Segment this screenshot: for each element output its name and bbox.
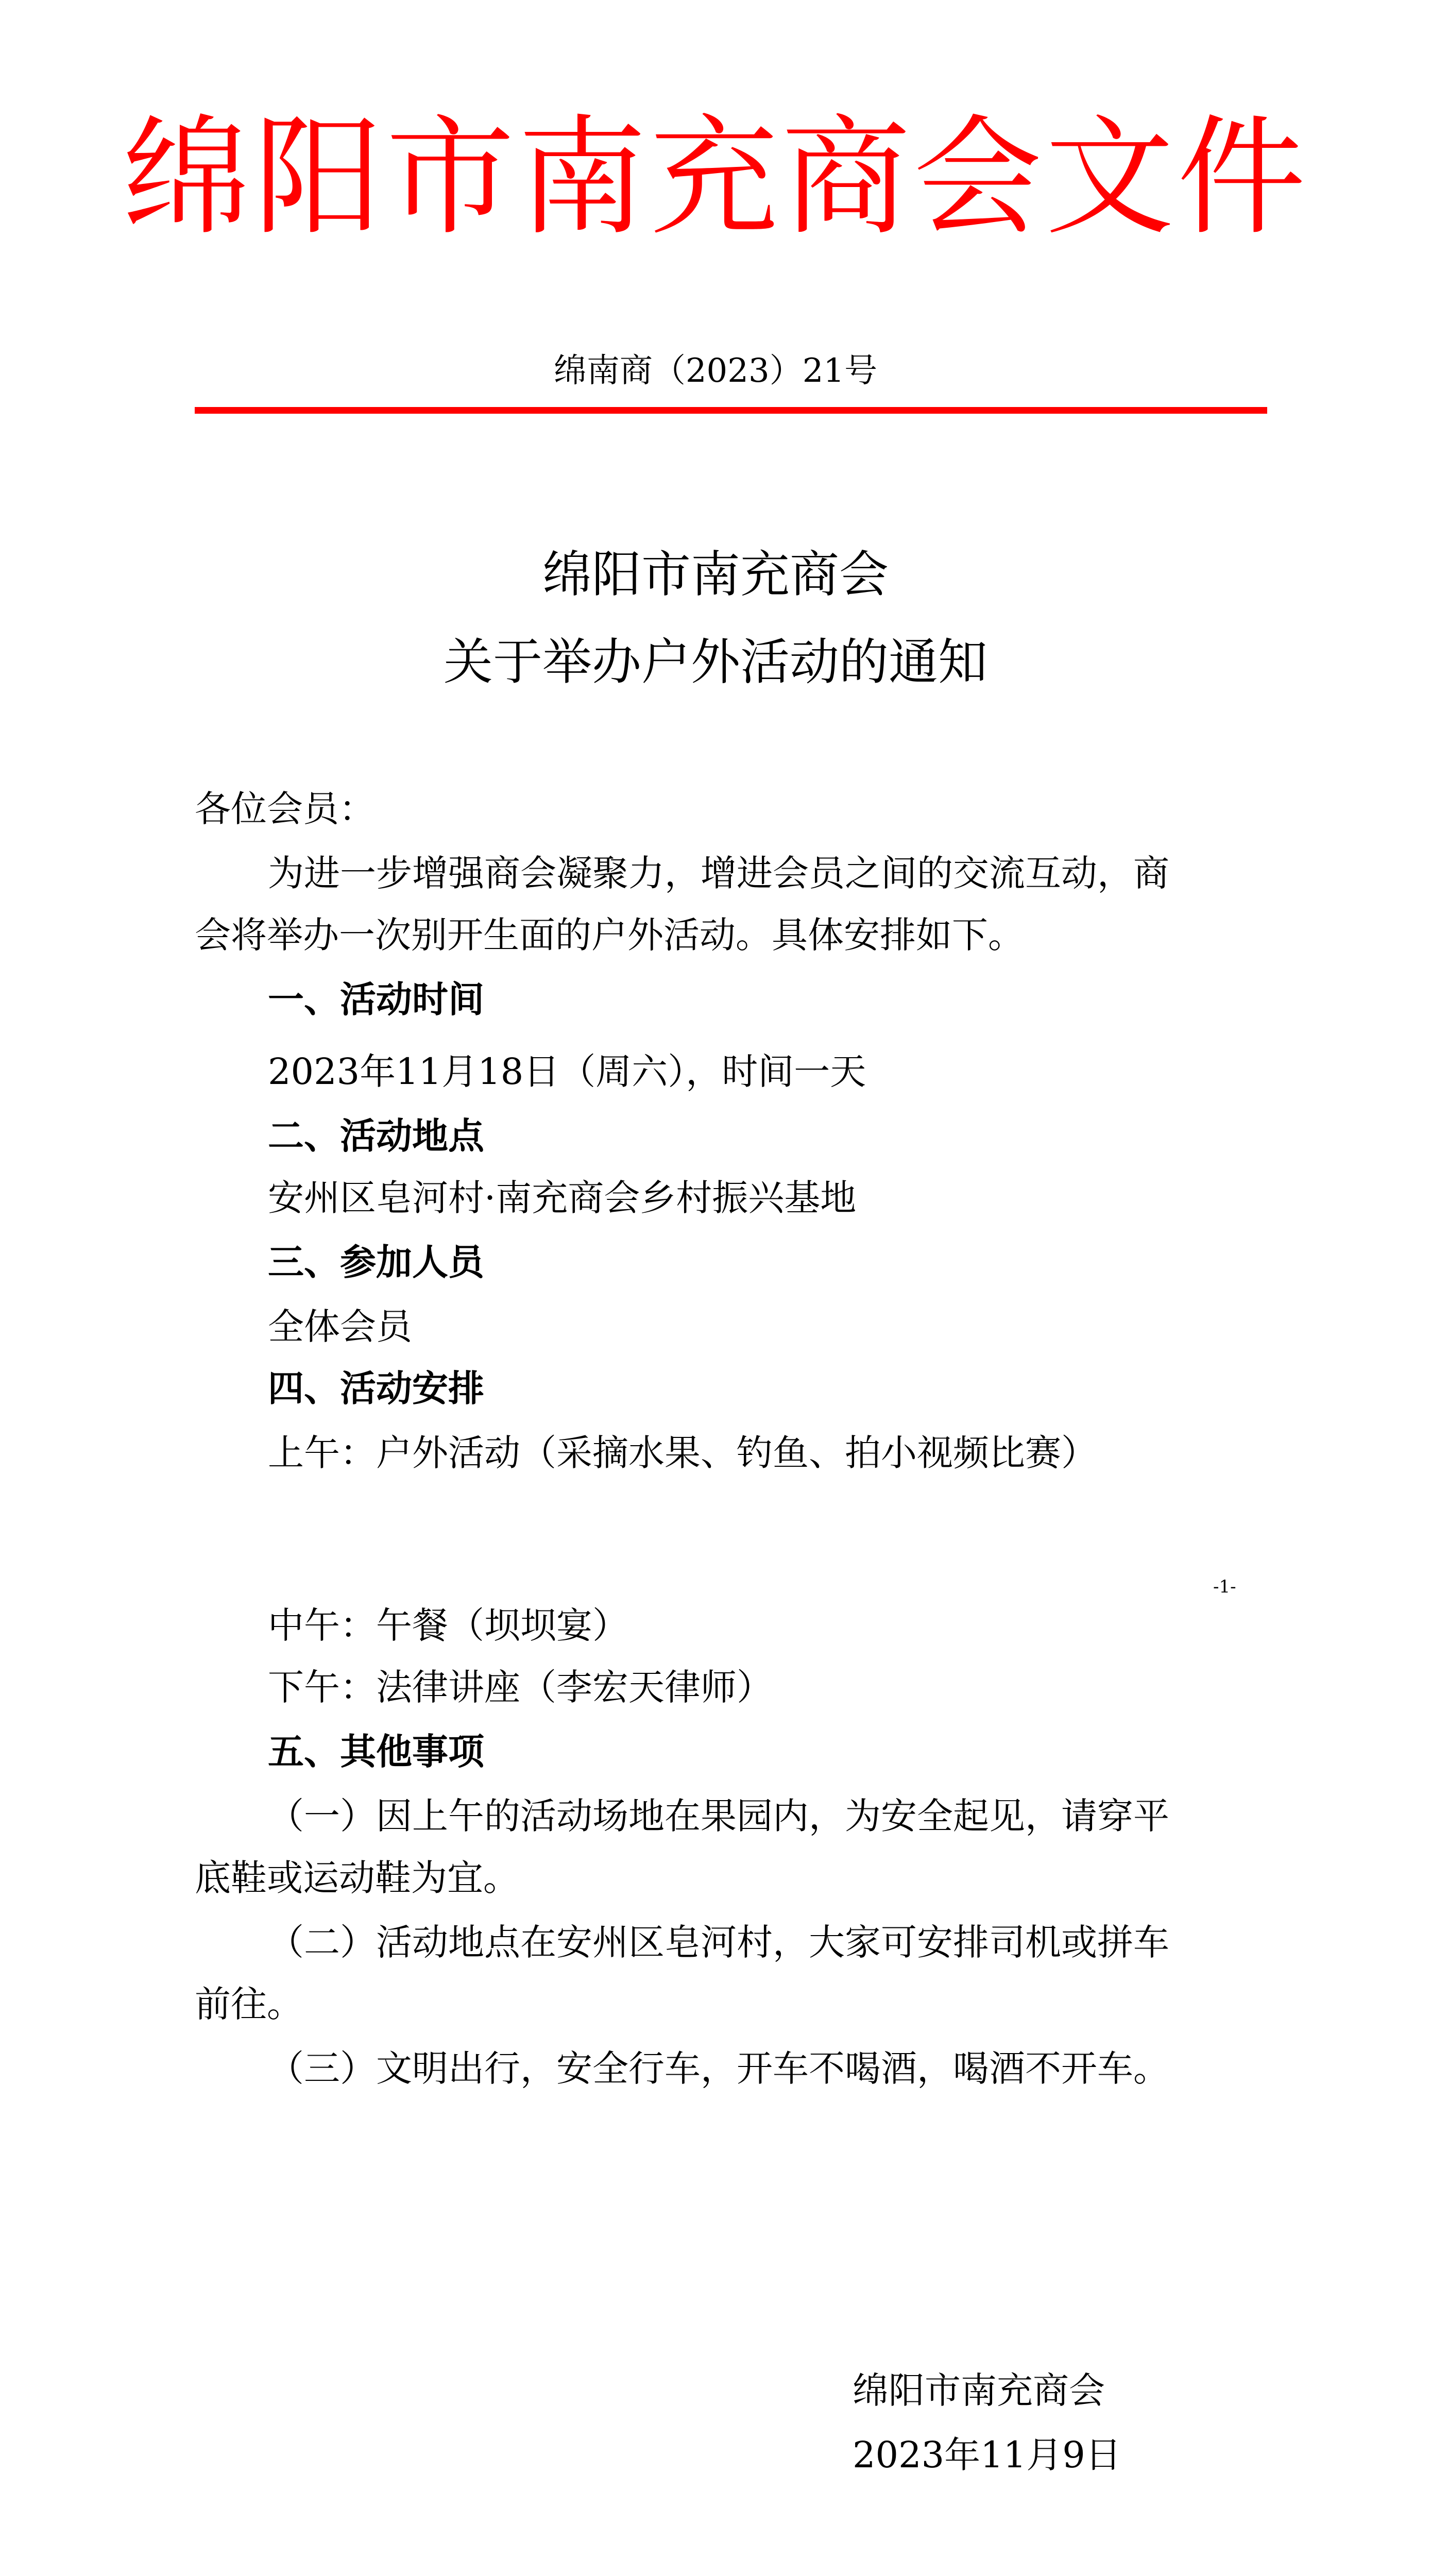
notice-title-subject: 关于举办户外活动的通知: [444, 633, 987, 691]
section-heading-other: 五、其他事项: [268, 1731, 484, 1773]
section-heading-place: 二、活动地点: [268, 1115, 484, 1157]
intro-line-1: 为进一步增强商会凝聚力，增进会员之间的交流互动，商: [268, 852, 1169, 894]
section-text-place: 安州区皂河村·南充商会乡村振兴基地: [268, 1177, 857, 1219]
other-item-2-line-2: 前往。: [195, 1983, 303, 2025]
page-number-1: -1-: [1213, 1577, 1236, 1597]
schedule-morning: 上午：户外活动（采摘水果、钓鱼、拍小视频比赛）: [268, 1432, 1097, 1474]
other-item-3: （三）文明出行，安全行车，开车不喝酒，喝酒不开车。: [268, 2047, 1169, 2090]
signature-org: 绵阳市南充商会: [853, 2369, 1105, 2412]
other-item-2-line-1: （二）活动地点在安州区皂河村，大家可安排司机或拼车: [268, 1921, 1169, 1963]
section-heading-time: 一、活动时间: [268, 978, 484, 1021]
salutation: 各位会员：: [195, 788, 375, 830]
intro-line-2: 会将举办一次别开生面的户外活动。具体安排如下。: [195, 914, 1024, 956]
other-item-1-line-2: 底鞋或运动鞋为宜。: [195, 1857, 519, 1899]
signature-date: 2023年11月9日: [853, 2434, 1121, 2476]
other-item-1-line-1: （一）因上午的活动场地在果园内，为安全起见，请穿平: [268, 1795, 1169, 1837]
section-heading-people: 三、参加人员: [268, 1241, 484, 1283]
section-text-people: 全体会员: [268, 1306, 412, 1348]
schedule-noon: 中午：午餐（坝坝宴）: [268, 1604, 628, 1647]
document-number: 绵南商（2023）21号: [553, 352, 878, 390]
section-heading-schedule: 四、活动安排: [268, 1367, 484, 1410]
header-red-rule: [195, 407, 1267, 414]
schedule-afternoon: 下午：法律讲座（李宏天律师）: [268, 1666, 773, 1708]
document-header-title: 绵阳市南充商会文件: [122, 103, 1309, 252]
section-text-time: 2023年11月18日（周六），时间一天: [268, 1050, 866, 1093]
notice-title-org: 绵阳市南充商会: [542, 546, 889, 603]
